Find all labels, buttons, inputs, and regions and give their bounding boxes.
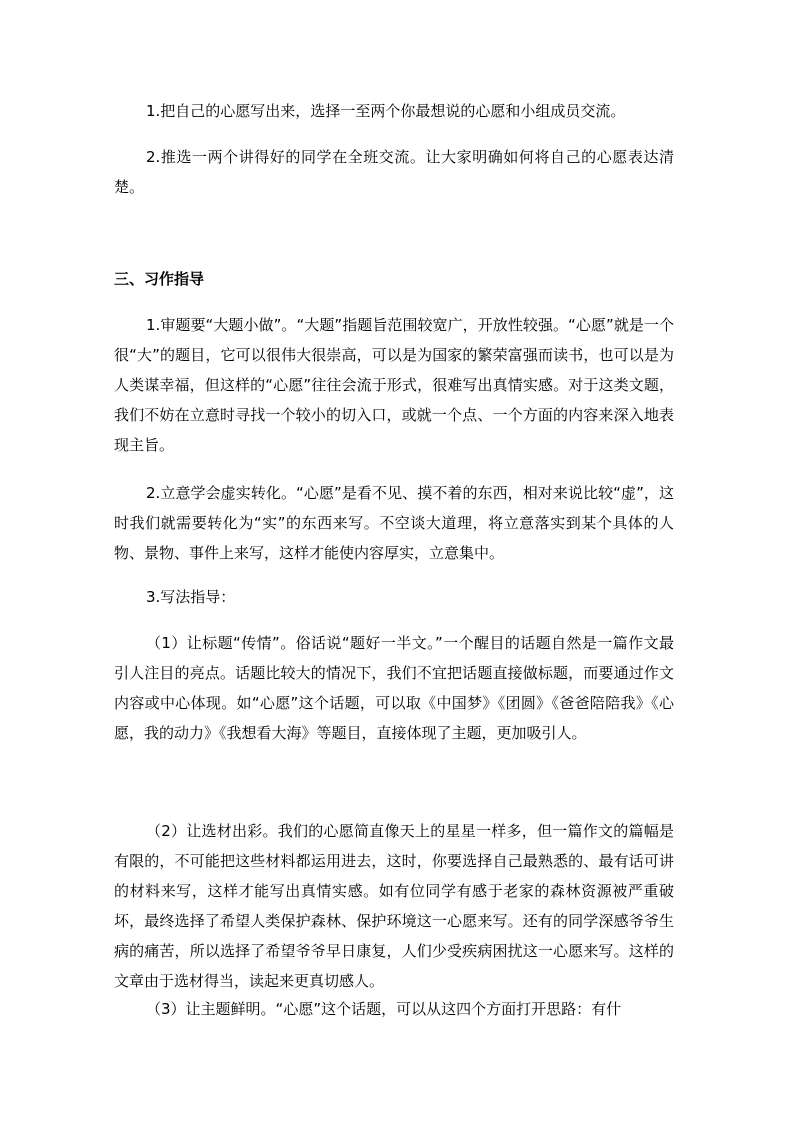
paragraph-5: 3.写法指导： xyxy=(146,588,236,606)
paragraph-8: （3）让主题鲜明。“心愿”这个话题，可以从这四个方面打开思路：有什 xyxy=(146,1000,622,1018)
section-title: 三、习作指导 xyxy=(114,270,205,288)
paragraph-7: （2）让选材出彩。我们的心愿简直像天上的星星一样多，但一篇作文的篇幅是有限的，不可能把这些材料都运用进去，这时，你要选择自己最熟悉的、最有话可讲的材料来写，这样才能写出真情实感。如有位同学有感于老家的森林资源被严重破坏，最终选择了希望人类保护森林、保护环境这一心愿来写。还有的同学深感爷爷生病的痛苦，所以选择了希望爷爷早日康复，人们少受疾病困扰这一心愿来写。这样的文章由于选材得当，读起来更真切感人。 xyxy=(114,822,674,990)
paragraph-3: 1.审题要“大题小做”。“大题”指题旨范围较宽广，开放性较强。“心愿”就是一个很“大”的题目，它可以很伟大很崇高，可以是为国家的繁荣富强而读书，也可以是为人类谋幸福，但这样的“心愿”往往会流于形式，很难写出真情实感。对于这类文题，我们不妨在立意时寻找一个较小的切入口，或就一个点、一个方面的内容来深入地表现主旨。 xyxy=(114,316,674,454)
paragraph-6: （1）让标题“传情”。俗话说“题好一半文。”一个醒目的话题自然是一篇作文最引人注目的亮点。话题比较大的情况下，我们不宜把话题直接做标题，而要通过作文内容或中心体现。如“心愿”这个话题，可以取《中国梦》《团圆》《爸爸陪陪我》《心愿，我的动力》《我想看大海》等题目，直接体现了主题，更加吸引人。 xyxy=(114,634,674,742)
paragraph-4: 2.立意学会虚实转化。“心愿”是看不见、摸不着的东西，相对来说比较“虚”，这时我们就需要转化为“实”的东西来写。不空谈大道理，将立意落实到某个具体的人物、景物、事件上来写，这样才能使内容厚实，立意集中。 xyxy=(114,484,674,562)
paragraph-2: 2.推选一两个讲得好的同学在全班交流。让大家明确如何将自己的心愿表达清楚。 xyxy=(114,148,674,196)
paragraph-1: 1.把自己的心愿写出来，选择一至两个你最想说的心愿和小组成员交流。 xyxy=(146,102,626,120)
